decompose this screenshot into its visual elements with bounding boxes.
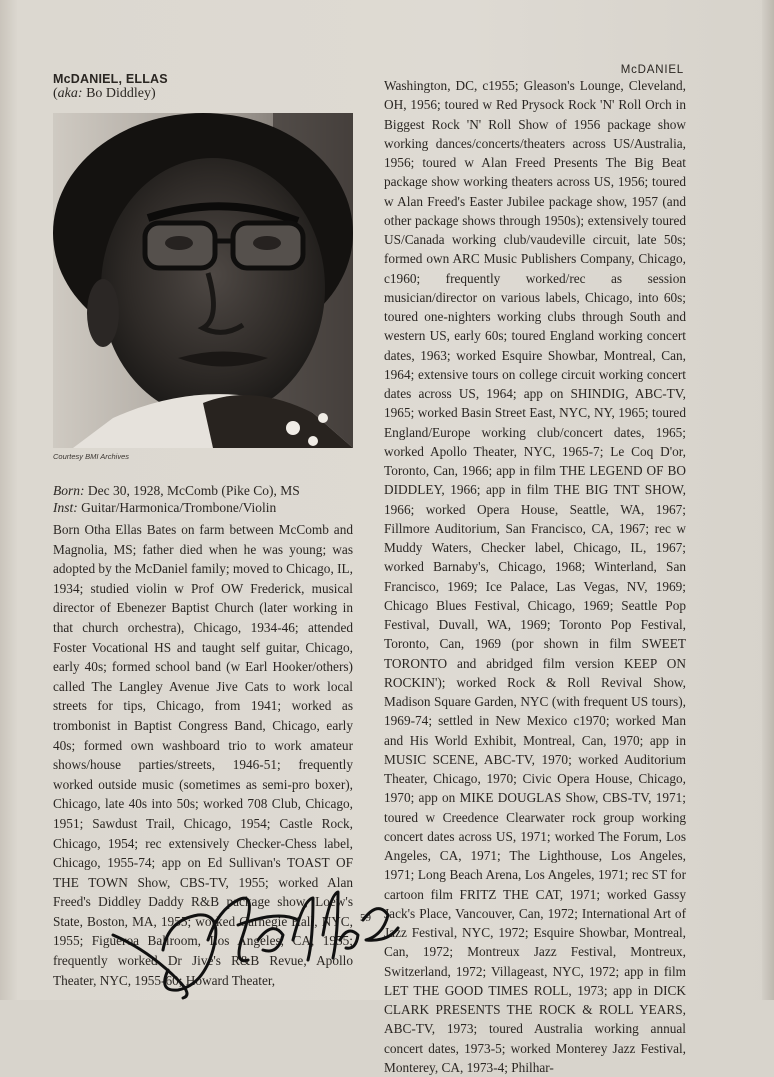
- portrait-illustration: [53, 113, 353, 448]
- portrait-photo: [53, 113, 353, 448]
- entry-aka: (aka: Bo Diddley): [53, 86, 156, 101]
- running-head: McDANIEL: [620, 64, 684, 76]
- entry-meta: [53, 482, 353, 516]
- instrument-line: [53, 499, 353, 516]
- instrument-label: Inst:: [53, 500, 78, 515]
- born-label: Born:: [53, 483, 85, 498]
- aka-name: Bo Diddley: [86, 86, 152, 101]
- entry-header: [53, 72, 353, 102]
- page-number: 59: [360, 912, 371, 924]
- aka-label: aka:: [57, 86, 83, 101]
- biography-right-column: Washington, DC, c1955; Gleason's Lounge, Cleveland, OH, 1956; toured w Red Prysock Rock 'N' Roll Orch in Biggest Rock 'N' Roll Show of 1956 package show working dances/concerts/theaters across US/Australia, 1956; toured w Alan Freed Presents The Big Beat package show working theaters across US, 1956; toured w Alan Freed's Easter Jubilee package show, 1957 (and other package shows through 1950s); extensively toured US/Canada working club/vaudeville circuit, late 50s; formed own ARC Music Publishers Company, Chicago, c1960; frequently worked/rec as session musician/director on various labels, Chicago, into 60s; toured one-nighters working clubs through South and western US, early 60s; toured England working concert dates, 1963; worked Esquire Showbar, Montreal, Can, 1964; extensive tours on college circuit working concert dates across US, 1964; app on SHINDIG, ABC-TV, 1965; worked Basin Street East, NYC, NY, 1965; toured England/Europe working club/concert dates, 1965; worked Apollo Theater, NYC, 1965-7; Le Coq D'or, Toronto, Can, 1966; app in film THE LEGEND OF BO DIDDLEY, 1966; app in film THE BIG TNT SHOW, 1966; worked Opera House, Seattle, WA, 1967; Fillmore Auditorium, San Francisco, CA, 1967; rec w Muddy Waters, Checker label, Chicago, IL, 1967; worked Barnaby's, Chicago, 1968; Winterland, San Francisco, 1969; Ice Palace, Las Vegas, NV, 1969; Chicago Blues Festival, Chicago, 1969; Seattle Pop Festival, Duvall, WA, 1969; Toronto Pop Festival, Toronto, Can, 1969 (por shown in film SWEET TORONTO and abridged film version KEEP ON ROCKIN'); worked Rock & Roll Revival Show, Madison Square Garden, NYC (with frequent US tours), 1969-74; settled in New Mexico c1970; worked Man and His World Exhibit, Montreal, Can, 1970; app in MUSIC SCENE, ABC-TV, 1970; worked Auditorium Theater, Chicago, 1970; Civic Opera House, Chicago, 1970; app on MIKE DOUGLAS Show, CBS-TV, 1971; toured w Creedence Clearwater rock group working concert dates across US, 1971; worked The Forum, Los Angeles, CA, 1971; The Lighthouse, Los Angeles, 1971; Long Beach Arena, Los Angeles, 1971; rec ST for cartoon film FRITZ THE CAT, 1971; worked Gassy Jack's Place, Vancouver, Can, 1972; International Art of Jazz Festival, NYC, 1972; Esquire Showbar, Montreal, Can, 1972; Montreux Jazz Festival, Montreux, Switzerland, 1972; Villageast, NYC, 1972; app in film LET THE GOOD TIMES ROLL, 1973; app in DICK CLARK PRESENTS THE ROCK & ROLL YEARS, ABC-TV, 1973; toured Australia working annual concert dates, 1973-5; worked Monterey Jazz Festival, Monterey, CA, 1973-4; Philhar-: [384, 78, 686, 1075]
- photo-credit: Courtesy BMI Archives: [53, 452, 129, 461]
- page-edge: [762, 0, 774, 1000]
- instrument-value: Guitar/Harmonica/Trombone/Violin: [81, 500, 277, 515]
- born-value: Dec 30, 1928, McComb (Pike Co), MS: [87, 483, 300, 498]
- autograph-signature: [108, 880, 408, 1000]
- entry-name: McDANIEL, ELLAS: [53, 72, 168, 86]
- born-line: [53, 482, 353, 499]
- biography-left-column: Born Otha Ellas Bates on farm between McComb and Magnolia, MS; father died when he was young; was adopted by the McDaniel family; moved to Chicago, IL, 1934; studied violin w Prof OW Frederick, musical director of Ebenezer Baptist Church (later working in that church orchestra), Chicago, 1934-46; attended Foster Vocational HS and taught self guitar, Chicago, early 40s; formed school band (w Earl Hooker/others) called The Langley Avenue Jive Cats to work local streets for tips, Chicago, from 1941; worked as trombonist in Baptist Congress Band, Chicago, early 40s; formed own washboard trio to work amateur shows/house parties/streets, 1946-51; frequently worked outside music (sometimes as semi-pro boxer), Chicago, late 40s into 50s; worked 708 Club, Chicago, 1951; Sawdust Trail, Chicago, 1954; Castle Rock, Chicago, 1954; rec extensively Checker-Chess label, Chicago, 1955-74; app on Ed Sullivan's TOAST OF THE TOWN Show, CBS-TV, 1955; worked Alan Freed's Diddley Daddy R&B package show, Loew's State, Boston, MA, 1955; worked Carnegie Hall, NYC, 1955; Figueroa Ballroom, Los Angeles, CA, 1955; frequently worked Dr Jive's R&B Revue, Apollo Theater, NYC, 1955-60; Howard Theater,: [53, 522, 353, 988]
